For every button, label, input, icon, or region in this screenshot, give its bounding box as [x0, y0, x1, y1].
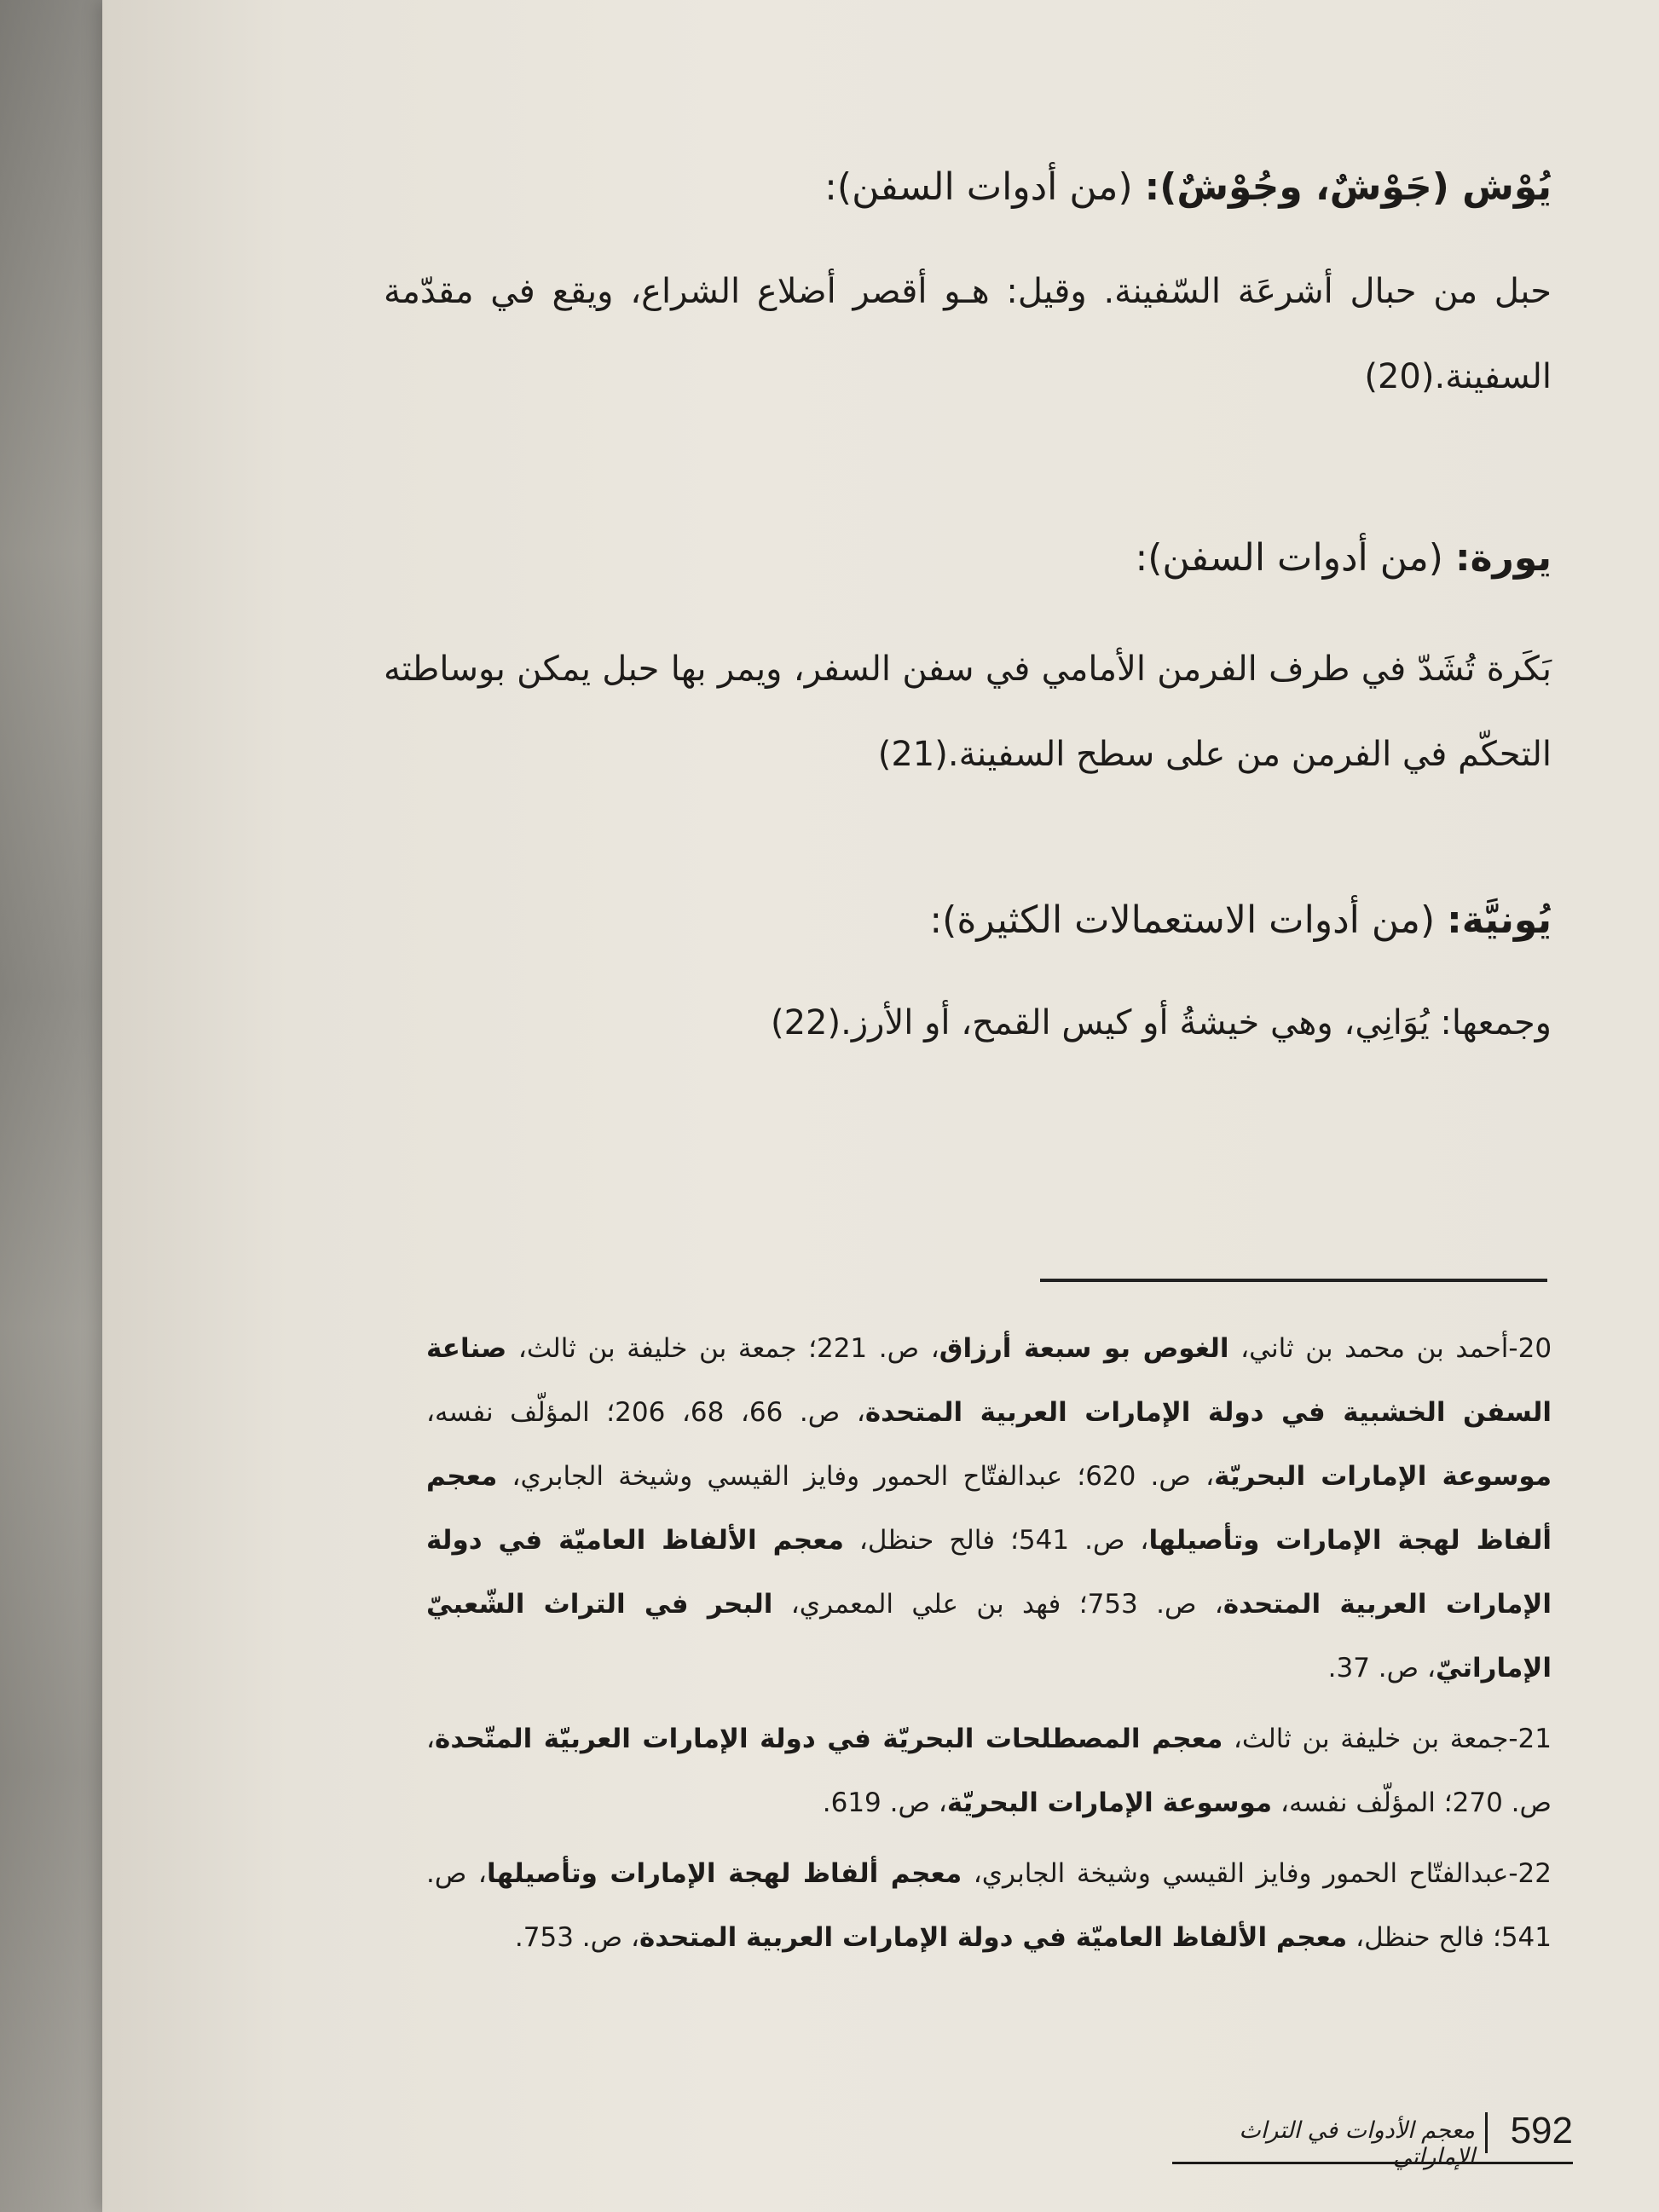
entry-3	[384, 895, 1552, 1066]
footnote-text: ، ص. 221؛ جمعة بن خليفة بن ثالث،	[506, 1333, 939, 1364]
footnote-separator	[1040, 1279, 1547, 1282]
footnote-source-title: معجم المصطلحات البحريّة في دولة الإمارات العربيّة المتّحدة	[435, 1724, 1223, 1754]
footnote-text: ، ص. 541؛ فالح حنظل،	[843, 1525, 1149, 1556]
footnote-text: ، ص. 619.	[822, 1788, 947, 1818]
footnote-20	[426, 1317, 1552, 1701]
footnote-number: 22-	[1508, 1858, 1552, 1889]
footnote-text: ، ص. 541؛ فالح حنظل،	[426, 1858, 1552, 1953]
footnote-text: ، ص. 753.	[514, 1922, 639, 1953]
footnote-text: ، ص. 66، 68، 206؛ المؤلّف نفسه،	[426, 1397, 865, 1428]
entry-category: (من أدوات الاستعمالات الكثيرة):	[929, 898, 1436, 942]
footnote-text: ، ص. 620؛ عبدالفتّاح الحمور وفايز القيسي وشيخة الجابري،	[497, 1461, 1215, 1492]
footnotes	[426, 1317, 1552, 1977]
footnote-number: 20-	[1508, 1333, 1552, 1364]
footnote-text: أحمد بن محمد بن ثاني،	[1228, 1333, 1509, 1364]
footer-divider	[1485, 2112, 1488, 2153]
footer-underline	[1172, 2162, 1573, 2164]
entry-term: يُونيَّة:	[1447, 898, 1552, 942]
entry-term: يورة:	[1454, 536, 1552, 580]
entry-definition: وجمعها: يُوَانِي، وهي خيشةُ أو كيس القمح، أو الأرز.(22)	[770, 1003, 1552, 1042]
page-footer	[1172, 2105, 1573, 2170]
entry-definition: حبل من حبال أشرعَة السّفينة. وقيل: هـو أقصر أضلاع الشراع، ويقع في مقدّمة السفينة.(20)	[384, 272, 1552, 396]
footnote-text: عبدالفتّاح الحمور وفايز القيسي وشيخة الجابري،	[962, 1858, 1509, 1889]
footnote-text: ، ص. 37.	[1327, 1653, 1436, 1684]
footnote-source-title: موسوعة الإمارات البحريّة	[946, 1788, 1273, 1818]
entry-1	[384, 162, 1552, 419]
footnote-text: جمعة بن خليفة بن ثالث،	[1223, 1724, 1509, 1754]
running-book-title: معجم الأدوات في التراث الإماراتي	[1239, 2117, 1475, 2170]
entry-heading	[384, 895, 1552, 946]
entry-category: (من أدوات السفن):	[824, 165, 1133, 209]
footnote-source-title: معجم الألفاظ العاميّة في دولة الإمارات العربية المتحدة	[639, 1922, 1348, 1953]
book-page	[102, 0, 1659, 2212]
page-number: 592	[1510, 2110, 1573, 2151]
footnote-source-title: معجم ألفاظ لهجة الإمارات وتأصيلها	[486, 1858, 962, 1889]
adjacent-page-shadow	[0, 0, 102, 2212]
entry-definition: بَكَرة تُشَدّ في طرف الفرمن الأمامي في سفن السفر، ويمر بها حبل يمكن بوساطته التحكّم في الفرمن من على سطح السفينة.(21)	[384, 650, 1552, 774]
footnote-text: ، ص. 753؛ فهد بن علي المعمري،	[772, 1589, 1223, 1620]
footnote-source-title: معجم ألفاظ لهجة الإمارات وتأصيلها	[426, 1461, 1552, 1556]
footnote-21	[426, 1707, 1552, 1835]
footnote-source-title: موسوعة الإمارات البحريّة	[1214, 1461, 1552, 1492]
footnote-source-title: معجم الألفاظ العاميّة في دولة الإمارات العربية المتحدة	[426, 1525, 1552, 1620]
footnote-source-title: البحر في التراث الشّعبيّ الإماراتيّ	[426, 1589, 1552, 1684]
footnote-source-title: صناعة السفن الخشبية في دولة الإمارات العربية المتحدة	[426, 1333, 1552, 1428]
footnote-22	[426, 1842, 1552, 1970]
entry-heading	[384, 533, 1552, 584]
entry-2	[384, 533, 1552, 797]
entry-category: (من أدوات السفن):	[1135, 536, 1443, 580]
footnote-source-title: الغوص بو سبعة أرزاق	[939, 1333, 1229, 1364]
footnote-text: ، ص. 270؛ المؤلّف نفسه،	[426, 1724, 1552, 1818]
entry-term: يُوْش (جَوْشٌ، وجُوْشٌ):	[1144, 165, 1552, 209]
footnote-number: 21-	[1508, 1724, 1552, 1754]
entry-heading	[384, 162, 1552, 213]
